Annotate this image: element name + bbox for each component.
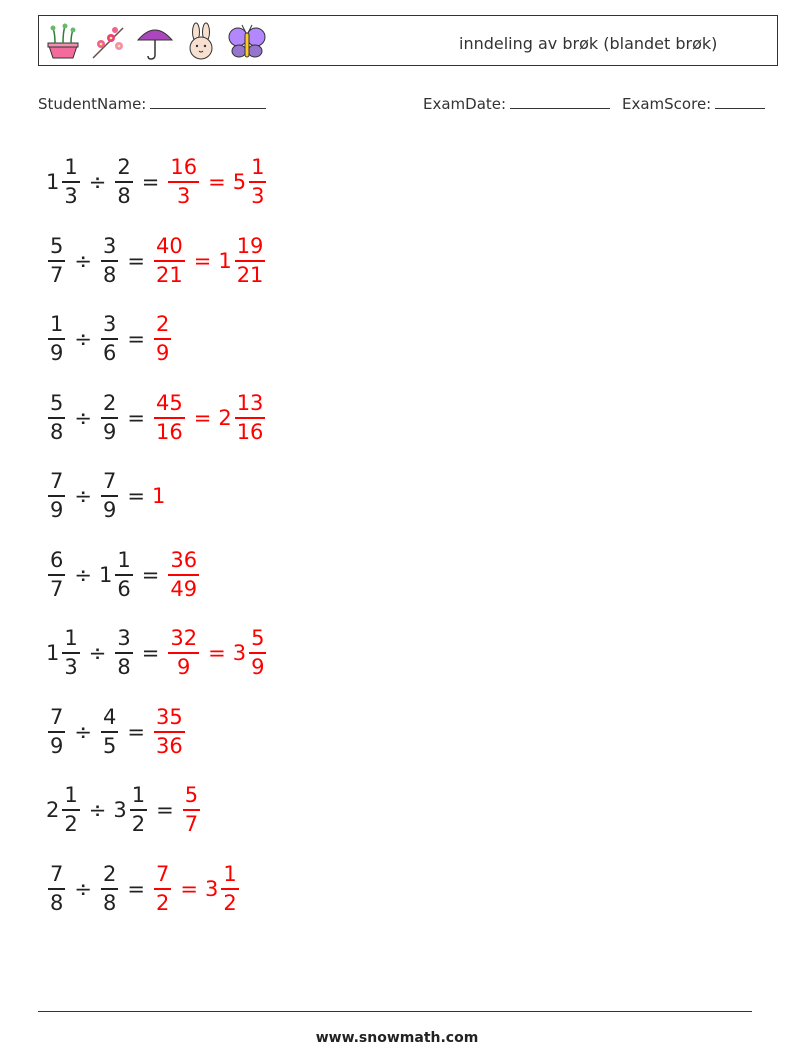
header-icons bbox=[43, 22, 267, 62]
divisor-fraction-numerator: 7 bbox=[102, 469, 117, 494]
answer-mixed-fraction bbox=[235, 233, 266, 289]
divide-sign: ÷ bbox=[88, 798, 107, 823]
answer-equals-sign: = bbox=[208, 170, 226, 195]
dividend-fraction-denominator: 3 bbox=[64, 655, 78, 680]
answer-mixed bbox=[218, 233, 267, 289]
answer-mixed-whole: 1 bbox=[218, 248, 232, 273]
divisor-whole: 1 bbox=[98, 562, 113, 587]
divisor-fraction-numerator: 2 bbox=[102, 861, 117, 886]
problem-row bbox=[46, 379, 268, 458]
divisor-fraction bbox=[101, 861, 118, 917]
dividend bbox=[46, 861, 67, 917]
divisor-fraction bbox=[101, 468, 118, 524]
divisor-fraction bbox=[115, 154, 132, 210]
divisor-fraction bbox=[115, 625, 132, 681]
answer-fraction-numerator: 7 bbox=[155, 861, 170, 886]
answer-whole: 1 bbox=[151, 484, 166, 509]
divide-sign: ÷ bbox=[88, 170, 107, 195]
student-name-field[interactable] bbox=[38, 94, 266, 113]
dividend-fraction-denominator: 9 bbox=[50, 498, 64, 523]
answer-mixed-fraction-denominator: 3 bbox=[251, 184, 265, 209]
exam-score-blank[interactable] bbox=[715, 94, 765, 109]
dividend-fraction-numerator: 5 bbox=[50, 390, 64, 415]
problem-row bbox=[46, 143, 268, 222]
answer-mixed-fraction bbox=[249, 625, 266, 681]
problem-row bbox=[46, 614, 268, 693]
equals-sign: = bbox=[156, 798, 174, 823]
divisor-fraction bbox=[101, 233, 118, 289]
divisor-fraction bbox=[101, 390, 118, 446]
answer-mixed bbox=[233, 625, 269, 681]
answer-fraction-numerator: 40 bbox=[155, 233, 183, 258]
dividend bbox=[46, 154, 82, 210]
student-name-blank[interactable] bbox=[150, 94, 266, 109]
answer-fraction bbox=[154, 390, 185, 446]
student-name-label: StudentName: bbox=[38, 95, 147, 113]
problem-row bbox=[46, 222, 268, 301]
divisor bbox=[99, 547, 135, 603]
divisor bbox=[99, 861, 120, 917]
answer-mixed-fraction-numerator: 19 bbox=[236, 233, 264, 258]
divisor bbox=[99, 704, 120, 760]
answer-fraction bbox=[154, 233, 185, 289]
dividend-fraction-numerator: 5 bbox=[50, 233, 64, 258]
divisor-fraction-denominator: 8 bbox=[117, 184, 131, 209]
answer-fraction bbox=[168, 625, 199, 681]
answer-mixed-fraction-numerator: 13 bbox=[236, 390, 264, 415]
answer-fraction bbox=[154, 704, 185, 760]
dividend bbox=[46, 704, 67, 760]
answer-mixed-whole: 3 bbox=[232, 641, 247, 666]
answer-fraction-denominator: 3 bbox=[177, 184, 191, 209]
divisor-fraction-numerator: 2 bbox=[117, 155, 131, 180]
answer-mixed-fraction-denominator: 9 bbox=[251, 655, 265, 680]
answer-fraction-numerator: 32 bbox=[170, 626, 198, 651]
answer-mixed-fraction-numerator: 1 bbox=[251, 155, 265, 180]
answer bbox=[166, 547, 201, 603]
answer bbox=[152, 311, 173, 367]
divisor bbox=[99, 311, 120, 367]
answer bbox=[166, 625, 268, 681]
answer-fraction bbox=[154, 311, 171, 367]
dividend-fraction-denominator: 8 bbox=[50, 419, 64, 444]
dividend-fraction-numerator: 7 bbox=[50, 704, 64, 729]
divide-sign: ÷ bbox=[74, 719, 92, 744]
answer-mixed-fraction-numerator: 1 bbox=[223, 861, 237, 886]
dividend-fraction bbox=[48, 233, 65, 289]
answer-fraction bbox=[168, 547, 199, 603]
answer-mixed-fraction bbox=[235, 390, 266, 446]
dividend-fraction-numerator: 1 bbox=[64, 626, 78, 651]
dividend-fraction bbox=[48, 704, 65, 760]
dividend-fraction-denominator: 8 bbox=[50, 890, 64, 915]
answer-fraction-numerator: 5 bbox=[184, 783, 199, 808]
dividend-fraction-denominator: 7 bbox=[50, 262, 64, 287]
answer-fraction-denominator: 2 bbox=[155, 890, 170, 915]
answer-fraction-numerator: 36 bbox=[170, 547, 198, 572]
answer-mixed bbox=[233, 154, 269, 210]
dividend-fraction-numerator: 6 bbox=[50, 547, 64, 572]
problem-row bbox=[46, 693, 268, 772]
answer bbox=[152, 704, 187, 760]
answer-fraction bbox=[154, 861, 171, 917]
problem-row bbox=[46, 850, 268, 929]
divide-sign: ÷ bbox=[74, 405, 92, 430]
divisor-fraction-denominator: 5 bbox=[102, 733, 117, 758]
divisor-fraction-denominator: 9 bbox=[102, 498, 117, 523]
divisor-fraction-numerator: 1 bbox=[117, 547, 131, 572]
divisor-fraction-numerator: 3 bbox=[102, 312, 117, 337]
equals-sign: = bbox=[127, 484, 145, 509]
divide-sign: ÷ bbox=[74, 562, 92, 587]
answer-mixed-fraction-denominator: 2 bbox=[223, 890, 237, 915]
footer-site: www.snowmath.com bbox=[315, 1030, 479, 1046]
answer-fraction-denominator: 9 bbox=[177, 655, 191, 680]
dividend bbox=[46, 625, 82, 681]
divisor bbox=[113, 154, 134, 210]
divisor-fraction-denominator: 6 bbox=[117, 576, 131, 601]
dividend-fraction bbox=[62, 154, 79, 210]
dividend-fraction bbox=[48, 547, 65, 603]
problem-row bbox=[46, 300, 268, 379]
divisor-fraction bbox=[115, 547, 132, 603]
divisor-fraction-denominator: 6 bbox=[102, 341, 117, 366]
flower-pot-icon bbox=[43, 22, 83, 62]
answer-equals-sign: = bbox=[180, 876, 198, 901]
footer-divider bbox=[38, 1011, 752, 1012]
answer-fraction-denominator: 49 bbox=[170, 576, 198, 601]
answer-fraction-numerator: 35 bbox=[155, 704, 183, 729]
dividend-fraction-numerator: 7 bbox=[50, 469, 64, 494]
dividend bbox=[46, 468, 67, 524]
answer-mixed-whole: 3 bbox=[204, 876, 219, 901]
dividend-fraction-denominator: 9 bbox=[50, 733, 64, 758]
divisor bbox=[113, 782, 149, 838]
dividend-whole: 2 bbox=[46, 798, 60, 823]
problem-list bbox=[46, 143, 268, 928]
answer-fraction-denominator: 9 bbox=[155, 341, 170, 366]
dividend-fraction-numerator: 1 bbox=[50, 312, 64, 337]
dividend bbox=[46, 390, 67, 446]
divisor bbox=[99, 390, 120, 446]
divisor-fraction-numerator: 2 bbox=[102, 390, 117, 415]
exam-date-label: ExamDate: bbox=[423, 95, 507, 113]
answer-fraction-denominator: 21 bbox=[155, 262, 183, 287]
dividend-fraction bbox=[62, 625, 79, 681]
divisor bbox=[113, 625, 134, 681]
answer-fraction-numerator: 2 bbox=[155, 312, 170, 337]
dividend-fraction-denominator: 3 bbox=[64, 184, 78, 209]
answer-mixed bbox=[205, 861, 241, 917]
answer-mixed-fraction-denominator: 16 bbox=[236, 419, 264, 444]
divisor-fraction bbox=[101, 704, 118, 760]
flowers-branch-icon bbox=[89, 22, 129, 62]
answer bbox=[152, 390, 267, 446]
dividend-fraction-denominator: 7 bbox=[50, 576, 64, 601]
equals-sign: = bbox=[127, 248, 145, 273]
answer-fraction-numerator: 45 bbox=[155, 390, 183, 415]
answer-mixed-whole: 2 bbox=[218, 405, 232, 430]
equals-sign: = bbox=[127, 876, 145, 901]
umbrella-icon bbox=[135, 22, 175, 62]
divisor-fraction-numerator: 3 bbox=[117, 626, 131, 651]
dividend-fraction-denominator: 9 bbox=[50, 341, 64, 366]
divisor-fraction bbox=[130, 782, 147, 838]
divisor-fraction-denominator: 8 bbox=[102, 890, 117, 915]
dividend-fraction bbox=[48, 468, 65, 524]
answer-fraction bbox=[168, 154, 199, 210]
answer-fraction-numerator: 16 bbox=[170, 155, 198, 180]
problem-row bbox=[46, 771, 268, 850]
divisor bbox=[99, 233, 120, 289]
butterfly-icon bbox=[227, 22, 267, 62]
answer-equals-sign: = bbox=[208, 641, 226, 666]
answer-fraction-denominator: 36 bbox=[155, 733, 183, 758]
dividend bbox=[46, 233, 67, 289]
bunny-icon bbox=[181, 22, 221, 62]
dividend bbox=[46, 547, 67, 603]
answer bbox=[166, 154, 268, 210]
answer bbox=[181, 782, 202, 838]
worksheet-title: inndeling av brøk (blandet brøk) bbox=[459, 34, 718, 53]
dividend-fraction-numerator: 1 bbox=[64, 155, 78, 180]
dividend-fraction-denominator: 2 bbox=[64, 812, 78, 837]
answer-mixed bbox=[218, 390, 267, 446]
answer-equals-sign: = bbox=[193, 405, 212, 430]
answer-fraction-denominator: 7 bbox=[184, 812, 199, 837]
equals-sign: = bbox=[127, 327, 145, 352]
divisor-fraction-numerator: 4 bbox=[102, 704, 117, 729]
equals-sign: = bbox=[141, 562, 160, 587]
divide-sign: ÷ bbox=[74, 327, 92, 352]
divide-sign: ÷ bbox=[74, 248, 92, 273]
equals-sign: = bbox=[141, 641, 160, 666]
problem-row bbox=[46, 457, 268, 536]
exam-score-label: ExamScore: bbox=[622, 95, 712, 113]
divide-sign: ÷ bbox=[74, 876, 92, 901]
divisor-fraction-denominator: 8 bbox=[102, 262, 117, 287]
answer bbox=[152, 861, 241, 917]
exam-date-blank[interactable] bbox=[510, 94, 610, 109]
divisor-fraction-numerator: 1 bbox=[131, 783, 146, 808]
dividend-fraction-numerator: 7 bbox=[50, 861, 64, 886]
dividend-fraction bbox=[48, 390, 65, 446]
header-box bbox=[38, 15, 778, 66]
answer-mixed-whole: 5 bbox=[232, 170, 247, 195]
divisor-whole: 3 bbox=[113, 798, 127, 823]
dividend-whole: 1 bbox=[46, 641, 60, 666]
equals-sign: = bbox=[127, 719, 145, 744]
divide-sign: ÷ bbox=[74, 484, 92, 509]
answer-mixed-fraction bbox=[221, 861, 238, 917]
problem-row bbox=[46, 536, 268, 615]
answer bbox=[152, 484, 165, 508]
dividend-fraction-numerator: 1 bbox=[64, 783, 78, 808]
divisor-fraction bbox=[101, 311, 118, 367]
divisor-fraction-denominator: 2 bbox=[131, 812, 146, 837]
divisor-fraction-denominator: 8 bbox=[117, 655, 131, 680]
answer-mixed-fraction bbox=[249, 154, 266, 210]
divide-sign: ÷ bbox=[88, 641, 107, 666]
divisor-fraction-numerator: 3 bbox=[102, 233, 117, 258]
answer-equals-sign: = bbox=[193, 248, 212, 273]
answer-fraction-denominator: 16 bbox=[155, 419, 183, 444]
equals-sign: = bbox=[141, 170, 160, 195]
exam-date-field[interactable] bbox=[423, 94, 610, 113]
answer bbox=[152, 233, 267, 289]
divisor bbox=[99, 468, 120, 524]
dividend bbox=[46, 311, 67, 367]
answer-fraction bbox=[183, 782, 200, 838]
dividend-fraction bbox=[48, 861, 65, 917]
dividend-whole: 1 bbox=[46, 170, 60, 195]
exam-score-field[interactable] bbox=[622, 94, 765, 113]
answer-mixed-fraction-denominator: 21 bbox=[236, 262, 264, 287]
equals-sign: = bbox=[127, 405, 145, 430]
answer-mixed-fraction-numerator: 5 bbox=[251, 626, 265, 651]
dividend-fraction bbox=[48, 311, 65, 367]
divisor-fraction-denominator: 9 bbox=[102, 419, 117, 444]
dividend bbox=[46, 782, 82, 838]
dividend-fraction bbox=[62, 782, 79, 838]
